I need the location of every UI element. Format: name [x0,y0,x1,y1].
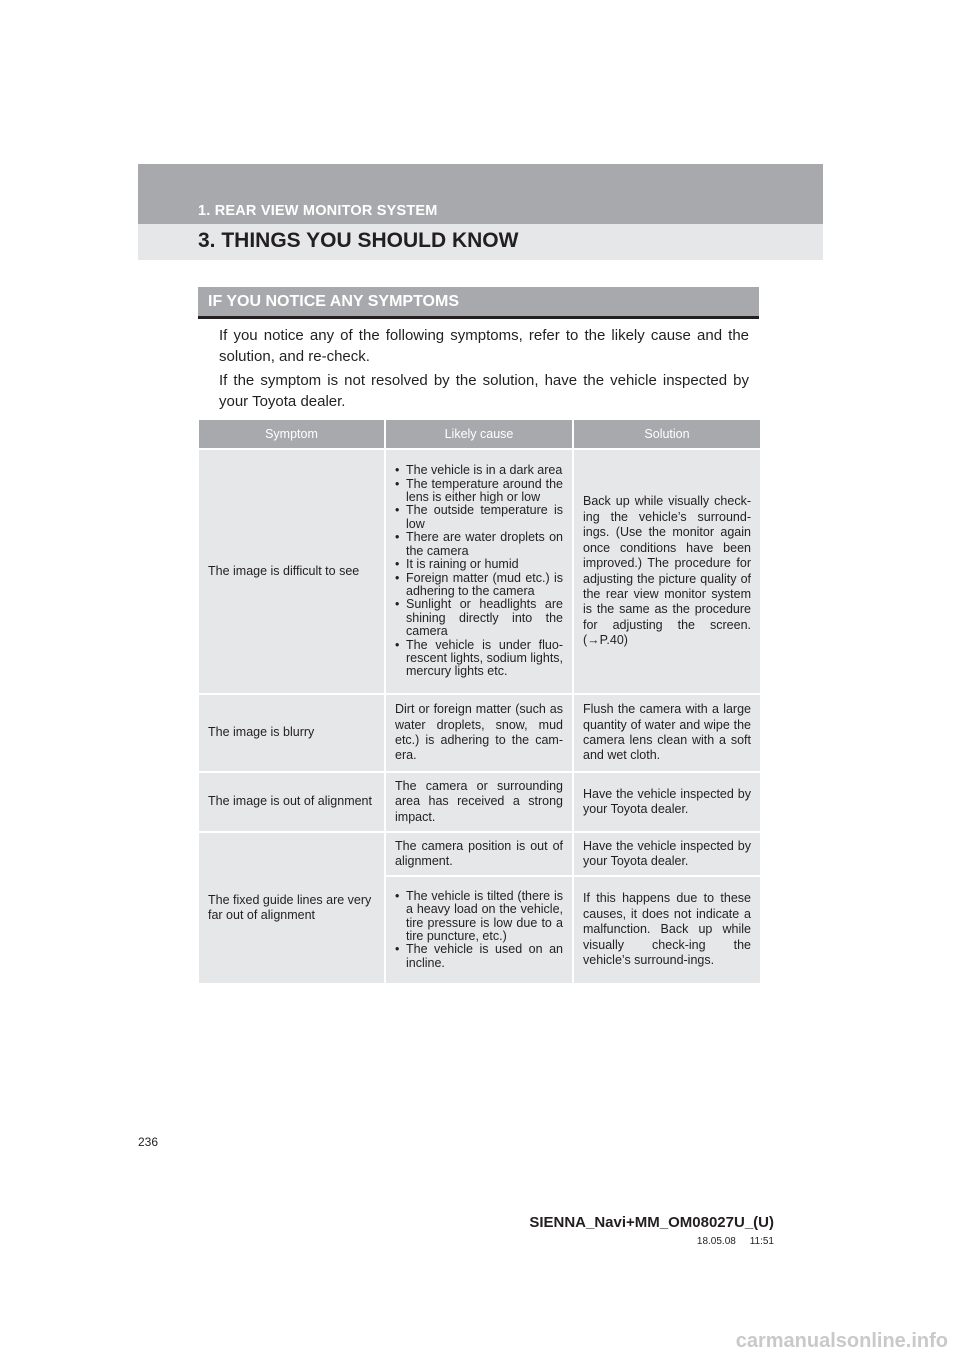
solution-cell: Have the vehicle inspected by your Toyota dealer. [573,772,761,832]
cause-item: • Foreign matter (mud etc.) is adhering to the camera [395,572,563,599]
header-likely-cause: Likely cause [385,419,573,449]
chapter-header-bar [138,224,823,260]
symptom-cell: The fixed guide lines are very far out of alignment [198,832,385,984]
symptom-cell: The image is out of alignment [198,772,385,832]
symptom-cell: The image is difficult to see [198,449,385,694]
page-number: 236 [138,1135,159,1149]
solution-cell: Flush the camera with a large quantity of water and wipe the camera lens clean with a soft and wet cloth. [573,694,761,772]
document-id: SIENNA_Navi+MM_OM08027U_(U) [529,1214,774,1231]
cause-item: • It is raining or humid [395,558,563,571]
subheading: IF YOU NOTICE ANY SYMPTOMS [208,293,459,310]
cause-item: • The vehicle is under fluo-rescent lights, sodium lights, mercury lights etc. [395,639,563,679]
cause-item: • The vehicle is in a dark area [395,464,563,477]
table-row [198,832,761,876]
page-title: 3. THINGS YOU SHOULD KNOW [198,229,519,252]
cause-item: • The vehicle is used on an incline. [395,943,563,970]
cause-cell [385,449,573,694]
solution-cell: Back up while visually check-ing the vehicle’s surround-ings. (Use the monitor again once conditions have been improved.) The procedure for adjusting the picture quality of the rear view monitor system is the same as the procedure for adjusting the screen. (→P.40) [573,449,761,694]
cause-cell: The camera or surrounding area has received a strong impact. [385,772,573,832]
section-header-bar [138,164,823,224]
cause-list [395,890,563,970]
cause-item: • There are water droplets on the camera [395,531,563,558]
solution-cell: Have the vehicle inspected by your Toyota dealer. [573,832,761,876]
symptom-cell: The image is blurry [198,694,385,772]
table-header-row [198,419,761,449]
cause-cell [385,876,573,984]
solution-cell: If this happens due to these causes, it does not indicate a malfunction. Back up while visually check-ing the vehicle’s surround-ings. [573,876,761,984]
cause-item: • The vehicle is tilted (there is a heavy load on the vehicle, tire pressure is low due to a tire puncture, etc.) [395,890,563,944]
table-row [198,772,761,832]
watermark: carmanualsonline.info [735,1330,948,1352]
cause-item: • The temperature around the lens is either high or low [395,478,563,505]
cause-item: • The outside temperature is low [395,504,563,531]
intro-paragraph-2: If the symptom is not resolved by the solution, have the vehicle inspected by your Toyota dealer. [219,372,749,410]
header-solution: Solution [573,419,761,449]
cause-cell: The camera position is out of alignment. [385,832,573,876]
header-symptom: Symptom [198,419,385,449]
print-timestamp: 18.05.08 11:51 [696,1236,774,1247]
section-title: 1. REAR VIEW MONITOR SYSTEM [198,203,438,219]
table-row [198,449,761,694]
table-row [198,694,761,772]
cause-item: • Sunlight or headlights are shining directly into the camera [395,598,563,638]
subheading-bar [198,287,759,319]
cause-list [395,464,563,679]
cause-cell: Dirt or foreign matter (such as water droplets, snow, mud etc.) is adhering to the cam-era. [385,694,573,772]
intro-paragraph-1: If you notice any of the following symptoms, refer to the likely cause and the solution, and re-check. [219,327,749,365]
symptom-table [197,418,762,985]
